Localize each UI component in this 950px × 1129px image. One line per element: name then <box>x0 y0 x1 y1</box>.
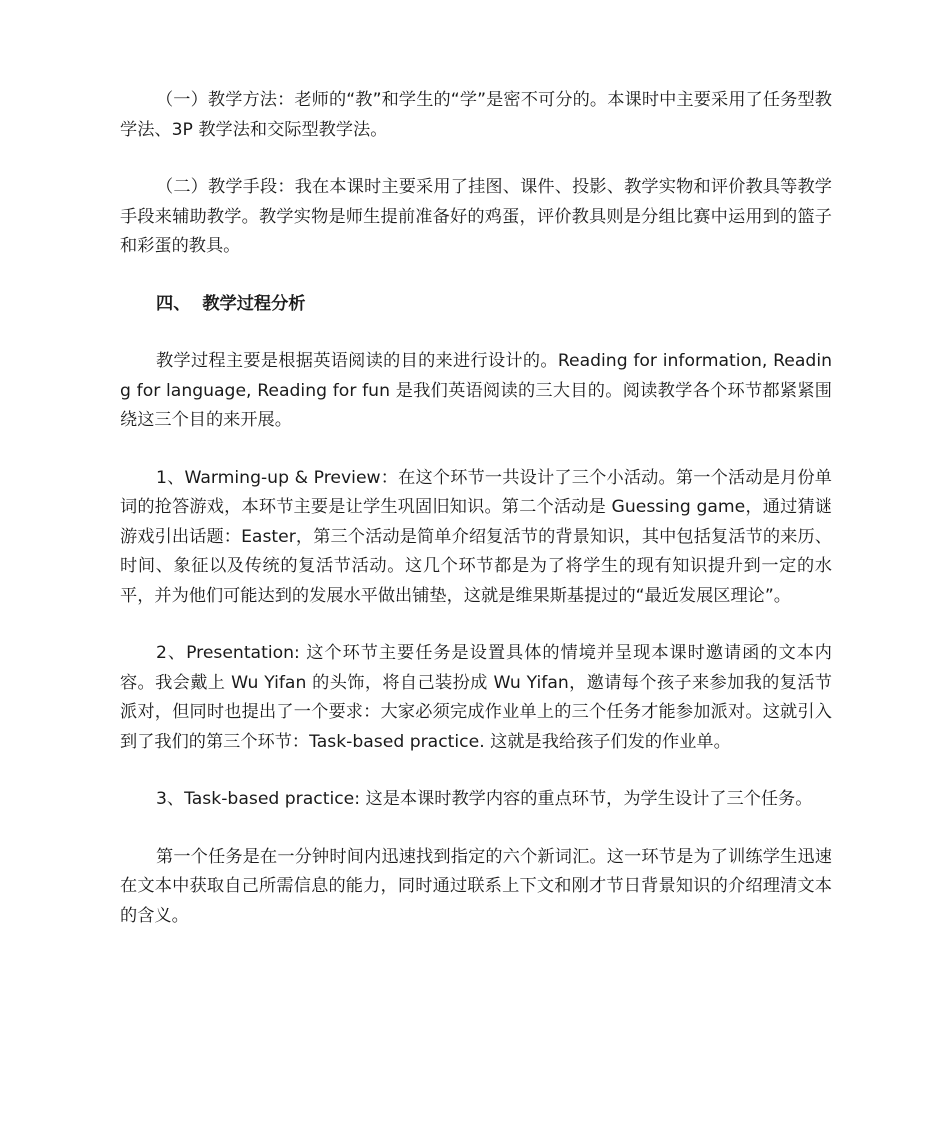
paragraph-process-overview: 教学过程主要是根据英语阅读的目的来进行设计的。Reading for information, Reading for language, Reading for fun 是我们英语阅读的三大目的。阅读教学各个环节都紧紧围绕这三个目的来开展。 <box>120 351 832 430</box>
section-heading-teaching-process: 四、 教学过程分析 <box>156 293 306 314</box>
paragraph-teaching-means: （二）教学手段：我在本课时主要采用了挂图、课件、投影、教学实物和评价教具等教学手段来辅助教学。教学实物是师生提前准备好的鸡蛋，评价教具则是分组比赛中运用到的篮子和彩蛋的教具。 <box>120 177 832 256</box>
paragraph-gap <box>120 145 832 173</box>
paragraph-warming-up: 1、Warming-up & Preview：在这个环节一共设计了三个小活动。第一个活动是月份单词的抢答游戏，本环节主要是让学生巩固旧知识。第二个活动是 Guessing game，通过猜谜游戏引出话题：Easter，第三个活动是简单介绍复活节的背景知识，其中包括复活节的来历、时间、象征以及传统的复活节活动。这几个环节都是为了将学生的现有知识提升到一定的水平，并为他们可能达到的发展水平做出铺垫，这就是维果斯基提过的“最近发展区理论”。 <box>120 467 832 606</box>
paragraph-first-task: 第一个任务是在一分钟时间内迅速找到指定的六个新词汇。这一环节是为了训练学生迅速在文本中获取自己所需信息的能力，同时通过联系上下文和刚才节日背景知识的介绍理清文本的含义。 <box>120 846 832 926</box>
paragraph-gap <box>120 757 832 785</box>
paragraph-presentation: 2、Presentation: 这个环节主要任务是设置具体的情境并呈现本课时邀请函的文本内容。我会戴上 Wu Yifan 的头饰，将自己装扮成 Wu Yifan，邀请每个孩子来参加我的复活节派对，但同时也提出了一个要求：大家必须完成作业单上的三个任务才能参加派对。这就引入到了我们的第三个环节：Task-based practice. 这就是我给孩子们发的作业单。 <box>120 643 832 752</box>
paragraph-gap <box>120 262 832 290</box>
paragraph-gap <box>120 611 832 639</box>
paragraph-task-based-practice: 3、Task-based practice: 这是本课时教学内容的重点环节，为学生设计了三个任务。 <box>156 789 813 809</box>
paragraph-gap <box>120 436 832 464</box>
paragraph-gap <box>120 319 832 347</box>
paragraph-teaching-method: （一）教学方法：老师的“教”和学生的“学”是密不可分的。本课时中主要采用了任务型教学法、3P 教学法和交际型教学法。 <box>120 90 832 140</box>
paragraph-gap <box>120 815 832 843</box>
document-page <box>120 86 832 931</box>
